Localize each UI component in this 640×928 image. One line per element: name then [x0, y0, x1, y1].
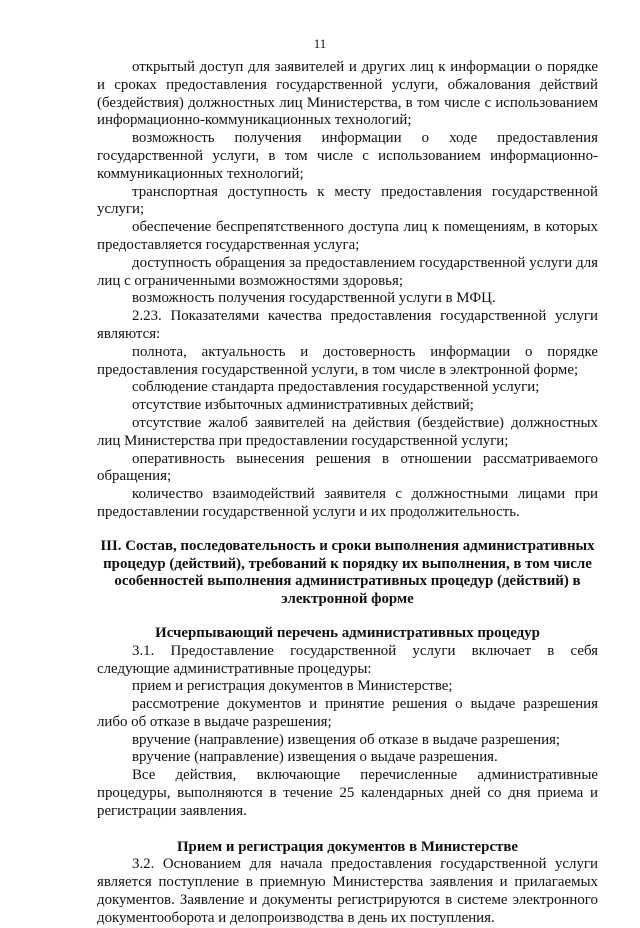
page-number: 11 — [313, 36, 327, 51]
subsection-heading: Исчерпывающий перечень административных процедур — [155, 624, 540, 641]
paragraph: Все действия, включающие перечисленные административные процедуры, выполняются в течение 25 календарных дней со дня приема и регистрации заявления. — [97, 767, 598, 819]
paragraph: 3.1. Предоставление государственной услуги включает в себя следующие административные процедуры: — [97, 642, 598, 677]
paragraph: оперативность вынесения решения в отношении рассматриваемого обращения; — [97, 450, 598, 485]
paragraph: 3.2. Основанием для начала предоставления государственной услуги является поступление в приемную Министерства заявления и прилагаемых документов. Заявление и документы регистрируются в системе электронного документооборота и делопроизводства в день их поступления. — [97, 856, 598, 926]
document-body — [97, 59, 598, 928]
paragraph: рассмотрение документов и принятие решения о выдаче разрешения либо об отказе в выдаче разрешения; — [97, 696, 598, 730]
subsection-heading: Прием и регистрация документов в Министерстве — [176, 838, 519, 855]
paragraph: возможность получения информации о ходе предоставления государственной услуги, в том числе с использованием информационно-коммуникационных технологий; — [97, 130, 598, 182]
paragraph: возможность получения государственной услуги в МФЦ. — [132, 290, 496, 307]
paragraph: доступность обращения за предоставлением государственной услуги для лиц с ограниченными возможностями здоровья; — [97, 254, 598, 289]
paragraph: транспортная доступность к месту предоставления государственной услуги; — [97, 183, 598, 218]
paragraph: отсутствие избыточных административных действий; — [132, 397, 474, 414]
paragraph: обеспечение беспрепятственного доступа лиц к помещениям, в которых предоставляется государственная услуга; — [97, 219, 598, 253]
paragraph: открытый доступ для заявителей и других лиц к информации о порядке и сроках предоставления государственной услуги, обжалования действий (бездействия) должностных лиц Министерства, в том числе с использованием информационно-коммуникационных технологий; — [97, 59, 598, 129]
paragraph: вручение (направление) извещения о выдаче разрешения. — [132, 749, 498, 766]
paragraph: прием и регистрация документов в Министерстве; — [132, 678, 453, 695]
section-heading: III. Состав, последовательность и сроки выполнения административных процедур (действий), требований к порядку их выполнения, в том числе особенностей выполнения административных процедур (действий) в электронной форме — [100, 537, 595, 608]
paragraph: 2.23. Показателями качества предоставления государственной услуги являются: — [97, 308, 598, 342]
paragraph: вручение (направление) извещения об отказе в выдаче разрешения; — [132, 731, 561, 748]
paragraph: отсутствие жалоб заявителей на действия (бездействие) должностных лиц Министерства при предоставлении государственной услуги; — [97, 414, 598, 449]
paragraph: количество взаимодействий заявителя с должностными лицами при предоставлении государственной услуги и их продолжительность. — [97, 486, 598, 520]
paragraph: полнота, актуальность и достоверность информации о порядке предоставления государственной услуги, в том числе в электронной форме; — [97, 343, 598, 378]
paragraph: соблюдение стандарта предоставления государственной услуги; — [132, 379, 540, 396]
